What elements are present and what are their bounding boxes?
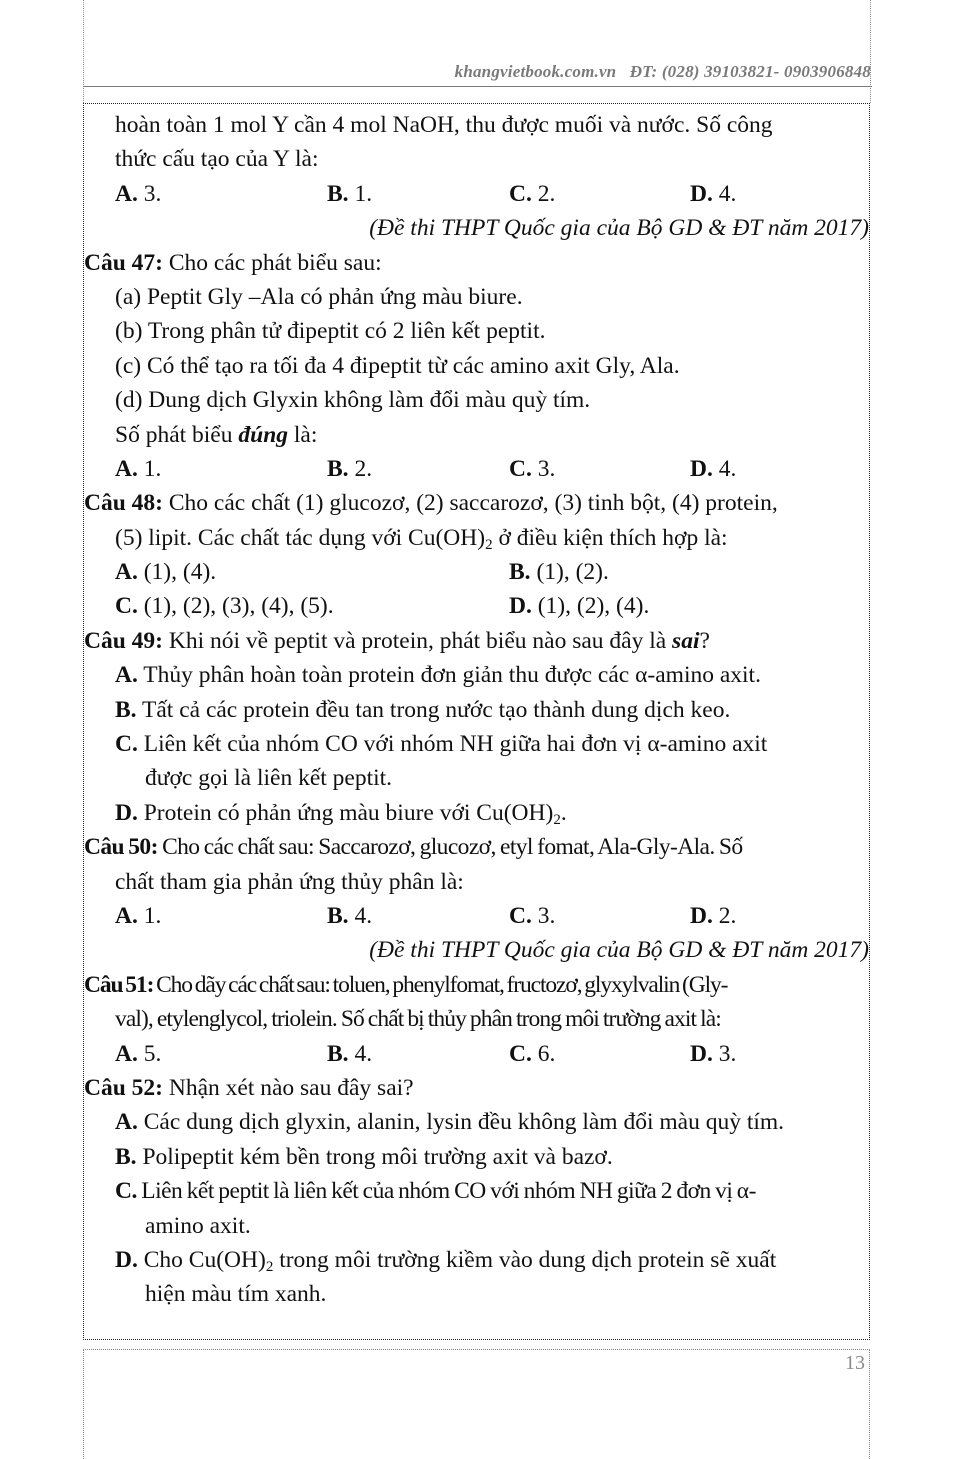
- q49-option-b: B. Tất cả các protein đều tan trong nước tạo thành dung dịch keo.: [115, 696, 731, 723]
- option-c: C. 3.: [509, 902, 556, 929]
- q49-option-a: A. Thủy phân hoàn toàn protein đơn giản thu được các α-amino axit.: [115, 662, 761, 689]
- q50-stem-line1: Câu 50: Cho các chất sau: Saccarozơ, glucozơ, etyl fomat, Ala-Gly-Ala. Số: [84, 834, 743, 861]
- option-a: A. 1.: [115, 455, 162, 482]
- option-d: D. (1), (2), (4).: [509, 593, 650, 620]
- q46-source: [84, 211, 869, 245]
- option-b: B. 2.: [327, 455, 373, 482]
- q47-options: [84, 452, 869, 486]
- option-c: C. 2.: [509, 180, 556, 207]
- q51-stem-line2: val), etylenglycol, triolein. Số chất bị thủy phân trong môi trường axit là:: [115, 1006, 721, 1033]
- text: thức cấu tạo của Y là:: [115, 146, 319, 173]
- option-a: A. (1), (4).: [115, 559, 217, 586]
- right-margin-guide: [870, 0, 871, 103]
- option-a: A. 5.: [115, 1040, 162, 1067]
- option-a: A. 3.: [115, 180, 162, 207]
- q47-statement-c: [84, 349, 869, 383]
- q49-stem: Câu 49: Khi nói về peptit và protein, phát biểu nào sau đây là sai?: [84, 627, 710, 654]
- text: (a) Peptit Gly –Ala có phản ứng màu biure.: [115, 283, 523, 310]
- option-c: C. 3.: [509, 455, 556, 482]
- question-number: Câu 49:: [84, 627, 163, 654]
- option-b: B. (1), (2).: [509, 559, 609, 586]
- page-content: [84, 108, 869, 1312]
- text: Cho các phát biểu sau:: [163, 249, 382, 276]
- q48-stem-line2: (5) lipit. Các chất tác dụng với $Cu(OH)_2$ ở điều kiện thích hợp là:: [115, 524, 728, 553]
- q52-option-b: B. Polipeptit kém bền trong môi trường axit và bazơ.: [115, 1143, 613, 1170]
- question-number: Câu 48:: [84, 490, 163, 517]
- q47-statement-d: [84, 383, 869, 417]
- option-d: D. 4.: [690, 180, 737, 207]
- q49-option-c: C. Liên kết của nhóm CO với nhóm NH giữa hai đơn vị α-amino axit: [115, 731, 768, 758]
- q51-options: [84, 1037, 869, 1071]
- q52-option-c-cont: amino axit.: [145, 1212, 251, 1239]
- q46-options: [84, 177, 869, 211]
- q49-option-d: D. Protein có phản ứng màu biure với $Cu(OH)_2$.: [115, 799, 567, 828]
- question-number: Câu 51:: [84, 971, 154, 998]
- page-number: 13: [845, 1352, 865, 1374]
- option-d: D. 4.: [690, 455, 737, 482]
- q50-stem-line2: chất tham gia phản ứng thủy phân là:: [115, 868, 464, 895]
- option-d: D. 3.: [690, 1040, 737, 1067]
- q47-statement-a: [84, 280, 869, 314]
- q52-stem: Câu 52: Nhận xét nào sau đây sai?: [84, 1074, 414, 1101]
- q50-options: [84, 899, 869, 933]
- body-frame: [83, 103, 870, 1340]
- question-number: Câu 52:: [84, 1074, 163, 1101]
- q47-stem: [84, 246, 869, 280]
- option-d: D. 2.: [690, 902, 737, 929]
- question-number: Câu 47:: [84, 249, 163, 276]
- q46-continuation-line2: [84, 142, 869, 176]
- header-rule: [83, 86, 872, 87]
- q47-statement-b: [84, 314, 869, 348]
- header-phone: ĐT: (028) 39103821- 0903906848: [629, 62, 871, 81]
- q49-option-c-cont: được gọi là liên kết peptit.: [145, 765, 393, 792]
- text: hoàn toàn 1 mol Y cần 4 mol NaOH, thu được muối và nước. Số công: [115, 112, 773, 138]
- q52-option-d: D. Cho $Cu(OH)_2$ trong môi trường kiềm vào dung dịch protein sẽ xuất: [115, 1246, 777, 1275]
- q48-options-row1: [84, 555, 869, 589]
- q48-options-row2: [84, 589, 869, 623]
- question-number: Câu 50:: [84, 834, 158, 861]
- source-citation: (Đề thi THPT Quốc gia của Bộ GD & ĐT năm 2017): [369, 215, 869, 242]
- text: (b) Trong phân tử đipeptit có 2 liên kết peptit.: [115, 318, 546, 345]
- text: (c) Có thể tạo ra tối đa 4 đipeptit từ các amino axit Gly, Ala.: [115, 352, 680, 379]
- page-header: [455, 62, 871, 82]
- q51-stem-line1: Câu 51: Cho dãy các chất sau: toluen, phenylfomat, fructozơ, glyxylvalin (Gly-: [84, 971, 728, 998]
- q52-option-a: A. Các dung dịch glyxin, alanin, lysin đều không làm đổi màu quỳ tím.: [115, 1109, 785, 1136]
- left-margin-guide: [83, 0, 84, 103]
- q47-prompt: Số phát biểu đúng là:: [115, 421, 318, 448]
- header-site: khangvietbook.com.vn: [454, 62, 617, 81]
- option-c: C. 6.: [509, 1040, 556, 1067]
- q46-continuation-line1: [84, 108, 869, 142]
- option-a: A. 1.: [115, 902, 162, 929]
- option-b: B. 4.: [327, 902, 373, 929]
- option-b: B. 4.: [327, 1040, 373, 1067]
- q52-option-c: C. Liên kết peptit là liên kết của nhóm CO với nhóm NH giữa 2 đơn vị α-: [115, 1178, 756, 1205]
- option-b: B. 1.: [327, 180, 373, 207]
- source-citation: (Đề thi THPT Quốc gia của Bộ GD & ĐT năm 2017): [369, 937, 869, 964]
- footer-frame: [83, 1349, 870, 1459]
- option-c: C. (1), (2), (3), (4), (5).: [115, 593, 334, 620]
- q48-stem-line1: Câu 48: Cho các chất (1) glucozơ, (2) saccarozơ, (3) tinh bột, (4) protein,: [84, 490, 778, 517]
- text: (d) Dung dịch Glyxin không làm đổi màu quỳ tím.: [115, 387, 591, 414]
- q50-source: [84, 933, 869, 967]
- q52-option-d-cont: hiện màu tím xanh.: [145, 1281, 327, 1308]
